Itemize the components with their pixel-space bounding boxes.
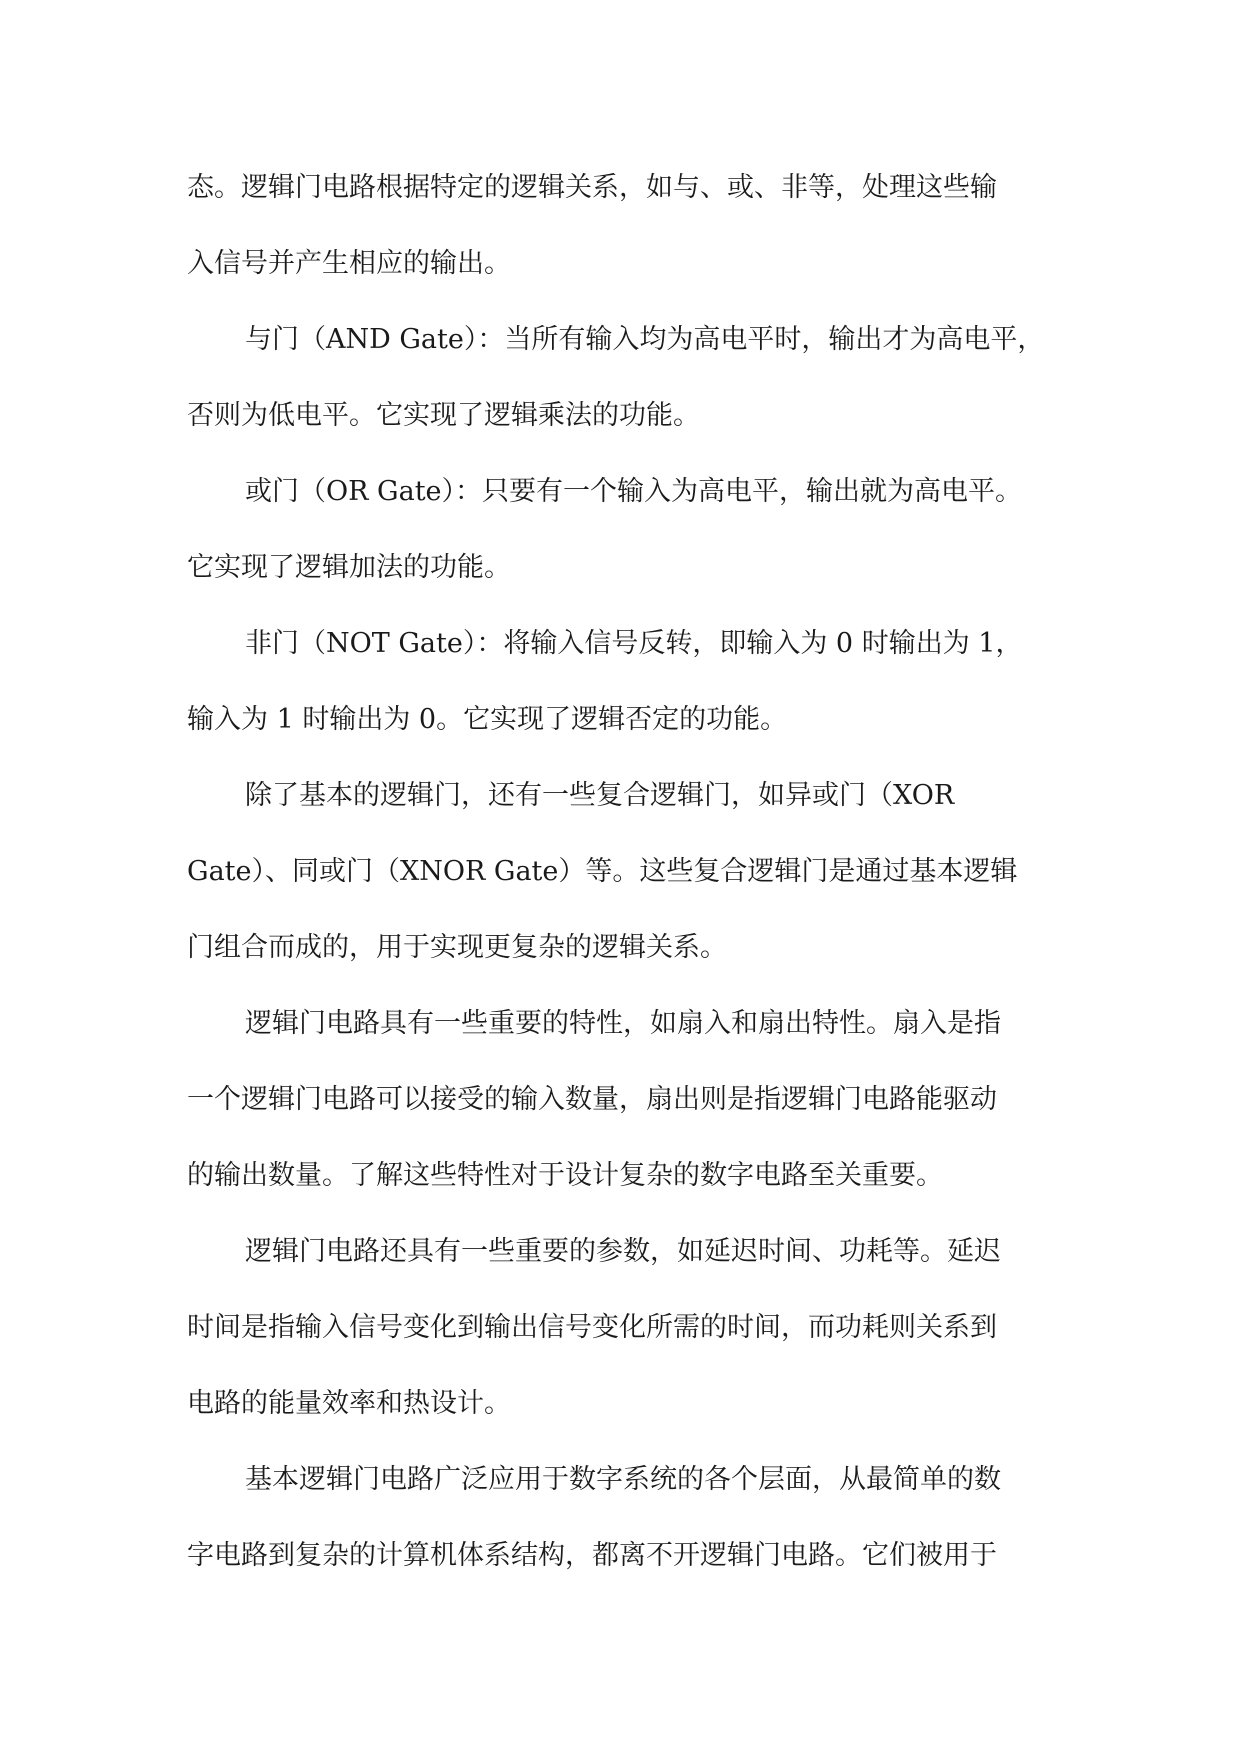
text-line: 时间是指输入信号变化到输出信号变化所需的时间，而功耗则关系到 [187,1312,997,1343]
text-line: 逻辑门电路具有一些重要的特性，如扇入和扇出特性。扇入是指 [245,1008,1001,1039]
text-line: 除了基本的逻辑门，还有一些复合逻辑门，如异或门（XOR [245,780,955,811]
paragraph-fan-in-fan-out [187,986,1057,1214]
text-line: 入信号并产生相应的输出。 [187,248,511,279]
text-line: 或门（OR Gate）：只要有一个输入为高电平，输出就为高电平。 [245,476,1023,507]
text-line: 基本逻辑门电路广泛应用于数字系统的各个层面，从最简单的数 [245,1464,1001,1495]
text-line: 态。逻辑门电路根据特定的逻辑关系，如与、或、非等，处理这些输 [187,172,997,203]
paragraph-continued [187,150,1057,302]
text-line: 一个逻辑门电路可以接受的输入数量，扇出则是指逻辑门电路能驱动 [187,1084,997,1115]
text-line: 与门（AND Gate）：当所有输入均为高电平时，输出才为高电平， [245,324,1045,355]
paragraph-or-gate [187,454,1057,606]
text-line: 门组合而成的，用于实现更复杂的逻辑关系。 [187,932,727,963]
text-line: 非门（NOT Gate）：将输入信号反转，即输入为 0 时输出为 1， [245,628,1023,659]
text-line: 字电路到复杂的计算机体系结构，都离不开逻辑门电路。它们被用于 [187,1540,997,1571]
text-line: Gate）、同或门（XNOR Gate）等。这些复合逻辑门是通过基本逻辑 [187,856,1018,887]
text-line: 它实现了逻辑加法的功能。 [187,552,511,583]
text-line: 否则为低电平。它实现了逻辑乘法的功能。 [187,400,700,431]
paragraph-compound-gates [187,758,1057,986]
paragraph-applications [187,1442,1057,1594]
text-line: 输入为 1 时输出为 0。它实现了逻辑否定的功能。 [187,704,788,735]
paragraph-parameters [187,1214,1057,1442]
paragraph-and-gate [187,302,1057,454]
text-line: 电路的能量效率和热设计。 [187,1388,511,1419]
text-line: 的输出数量。了解这些特性对于设计复杂的数字电路至关重要。 [187,1160,943,1191]
paragraph-not-gate [187,606,1057,758]
text-line: 逻辑门电路还具有一些重要的参数，如延迟时间、功耗等。延迟 [245,1236,1001,1267]
body-text [187,150,1057,1594]
